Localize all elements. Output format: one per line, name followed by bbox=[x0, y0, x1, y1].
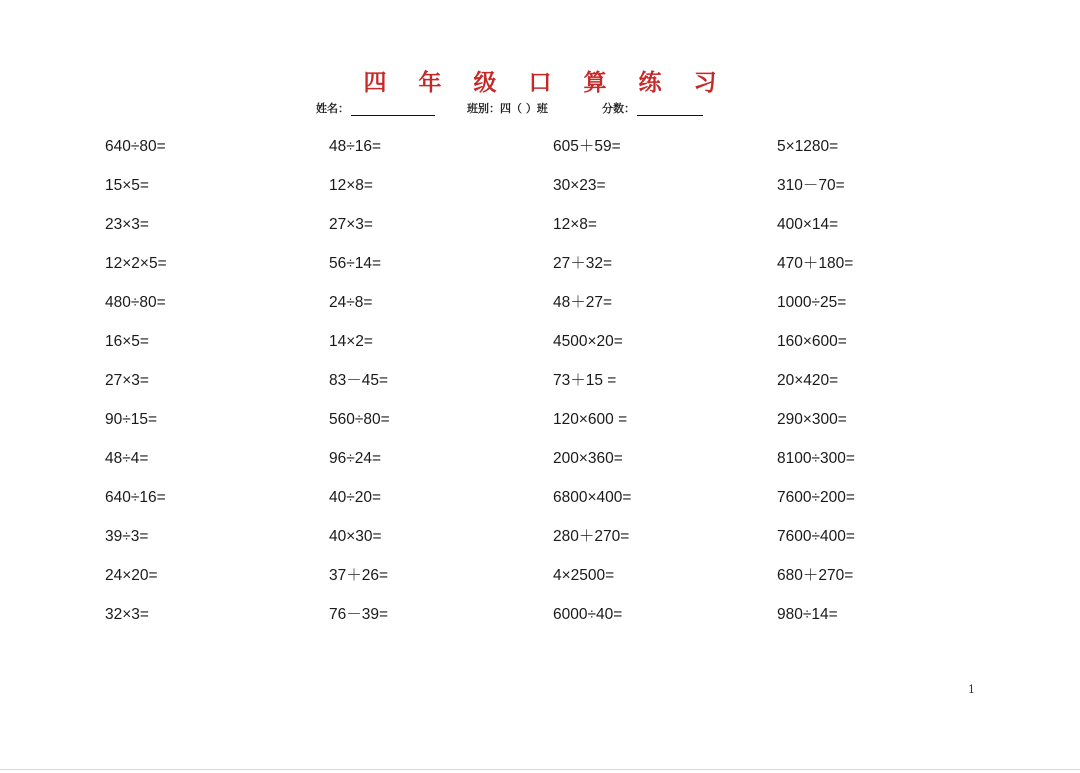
problem: 40×30= bbox=[329, 528, 382, 545]
problem: 480÷80= bbox=[105, 294, 166, 311]
problem: 39÷3= bbox=[105, 528, 149, 545]
problem-row bbox=[105, 605, 1005, 644]
problem: 12×8= bbox=[329, 177, 373, 194]
problem-row bbox=[105, 371, 1005, 410]
problem-row bbox=[105, 449, 1005, 488]
problem: 40÷20= bbox=[329, 489, 382, 506]
problem: 4500×20= bbox=[553, 333, 623, 350]
problem-row bbox=[105, 215, 1005, 254]
problem: 7600÷200= bbox=[777, 489, 855, 506]
problem: 280＋270= bbox=[553, 528, 630, 545]
problem: 73＋15 = bbox=[553, 372, 617, 389]
worksheet-title: 四 年 级 口 算 练 习 bbox=[363, 69, 729, 96]
problem: 27＋32= bbox=[553, 255, 613, 272]
problem-row bbox=[105, 566, 1005, 605]
problem: 15×5= bbox=[105, 177, 149, 194]
problem: 23×3= bbox=[105, 216, 149, 233]
problem: 5×1280= bbox=[777, 138, 839, 155]
page-number: 1 bbox=[968, 683, 975, 696]
problem: 400×14= bbox=[777, 216, 839, 233]
problem: 14×2= bbox=[329, 333, 373, 350]
name-blank-line bbox=[351, 103, 435, 116]
problem: 12×2×5= bbox=[105, 255, 167, 272]
problem: 1000÷25= bbox=[777, 294, 847, 311]
problem: 6000÷40= bbox=[553, 606, 623, 623]
problem-row bbox=[105, 527, 1005, 566]
problem-row bbox=[105, 332, 1005, 371]
problem: 48＋27= bbox=[553, 294, 613, 311]
score-field bbox=[602, 100, 703, 116]
problem: 290×300= bbox=[777, 411, 847, 428]
problem: 470＋180= bbox=[777, 255, 854, 272]
problem: 200×360= bbox=[553, 450, 623, 467]
score-blank-line bbox=[637, 103, 703, 116]
class-field bbox=[467, 100, 548, 116]
problem-grid bbox=[105, 137, 1005, 644]
problem: 30×23= bbox=[553, 177, 606, 194]
problem: 76－39= bbox=[329, 606, 389, 623]
problem: 120×600 = bbox=[553, 411, 628, 428]
problem: 640÷80= bbox=[105, 138, 166, 155]
page-bottom-divider bbox=[0, 769, 1080, 770]
problem: 310－70= bbox=[777, 177, 845, 194]
problem-row bbox=[105, 254, 1005, 293]
problem: 37＋26= bbox=[329, 567, 389, 584]
problem: 24÷8= bbox=[329, 294, 373, 311]
class-label: 班别：四（ ）班 bbox=[467, 102, 548, 115]
problem: 24×20= bbox=[105, 567, 158, 584]
problem: 32×3= bbox=[105, 606, 149, 623]
problem: 20×420= bbox=[777, 372, 839, 389]
problem: 4×2500= bbox=[553, 567, 615, 584]
name-field bbox=[316, 100, 435, 116]
problem-row bbox=[105, 137, 1005, 176]
problem: 560÷80= bbox=[329, 411, 390, 428]
name-label: 姓名： bbox=[316, 102, 349, 115]
problem: 48÷4= bbox=[105, 450, 149, 467]
problem-row bbox=[105, 176, 1005, 215]
problem-row bbox=[105, 488, 1005, 527]
problem: 8100÷300= bbox=[777, 450, 855, 467]
problem: 6800×400= bbox=[553, 489, 632, 506]
problem: 83－45= bbox=[329, 372, 389, 389]
problem: 27×3= bbox=[105, 372, 149, 389]
problem: 90÷15= bbox=[105, 411, 158, 428]
problem-row bbox=[105, 410, 1005, 449]
problem: 7600÷400= bbox=[777, 528, 855, 545]
problem: 160×600= bbox=[777, 333, 847, 350]
problem: 16×5= bbox=[105, 333, 149, 350]
problem: 96÷24= bbox=[329, 450, 382, 467]
problem: 12×8= bbox=[553, 216, 597, 233]
problem: 56÷14= bbox=[329, 255, 382, 272]
problem: 980÷14= bbox=[777, 606, 838, 623]
problem-row bbox=[105, 293, 1005, 332]
problem: 48÷16= bbox=[329, 138, 382, 155]
problem: 605＋59= bbox=[553, 138, 621, 155]
score-label: 分数： bbox=[602, 102, 635, 115]
problem: 640÷16= bbox=[105, 489, 166, 506]
problem: 27×3= bbox=[329, 216, 373, 233]
problem: 680＋270= bbox=[777, 567, 854, 584]
